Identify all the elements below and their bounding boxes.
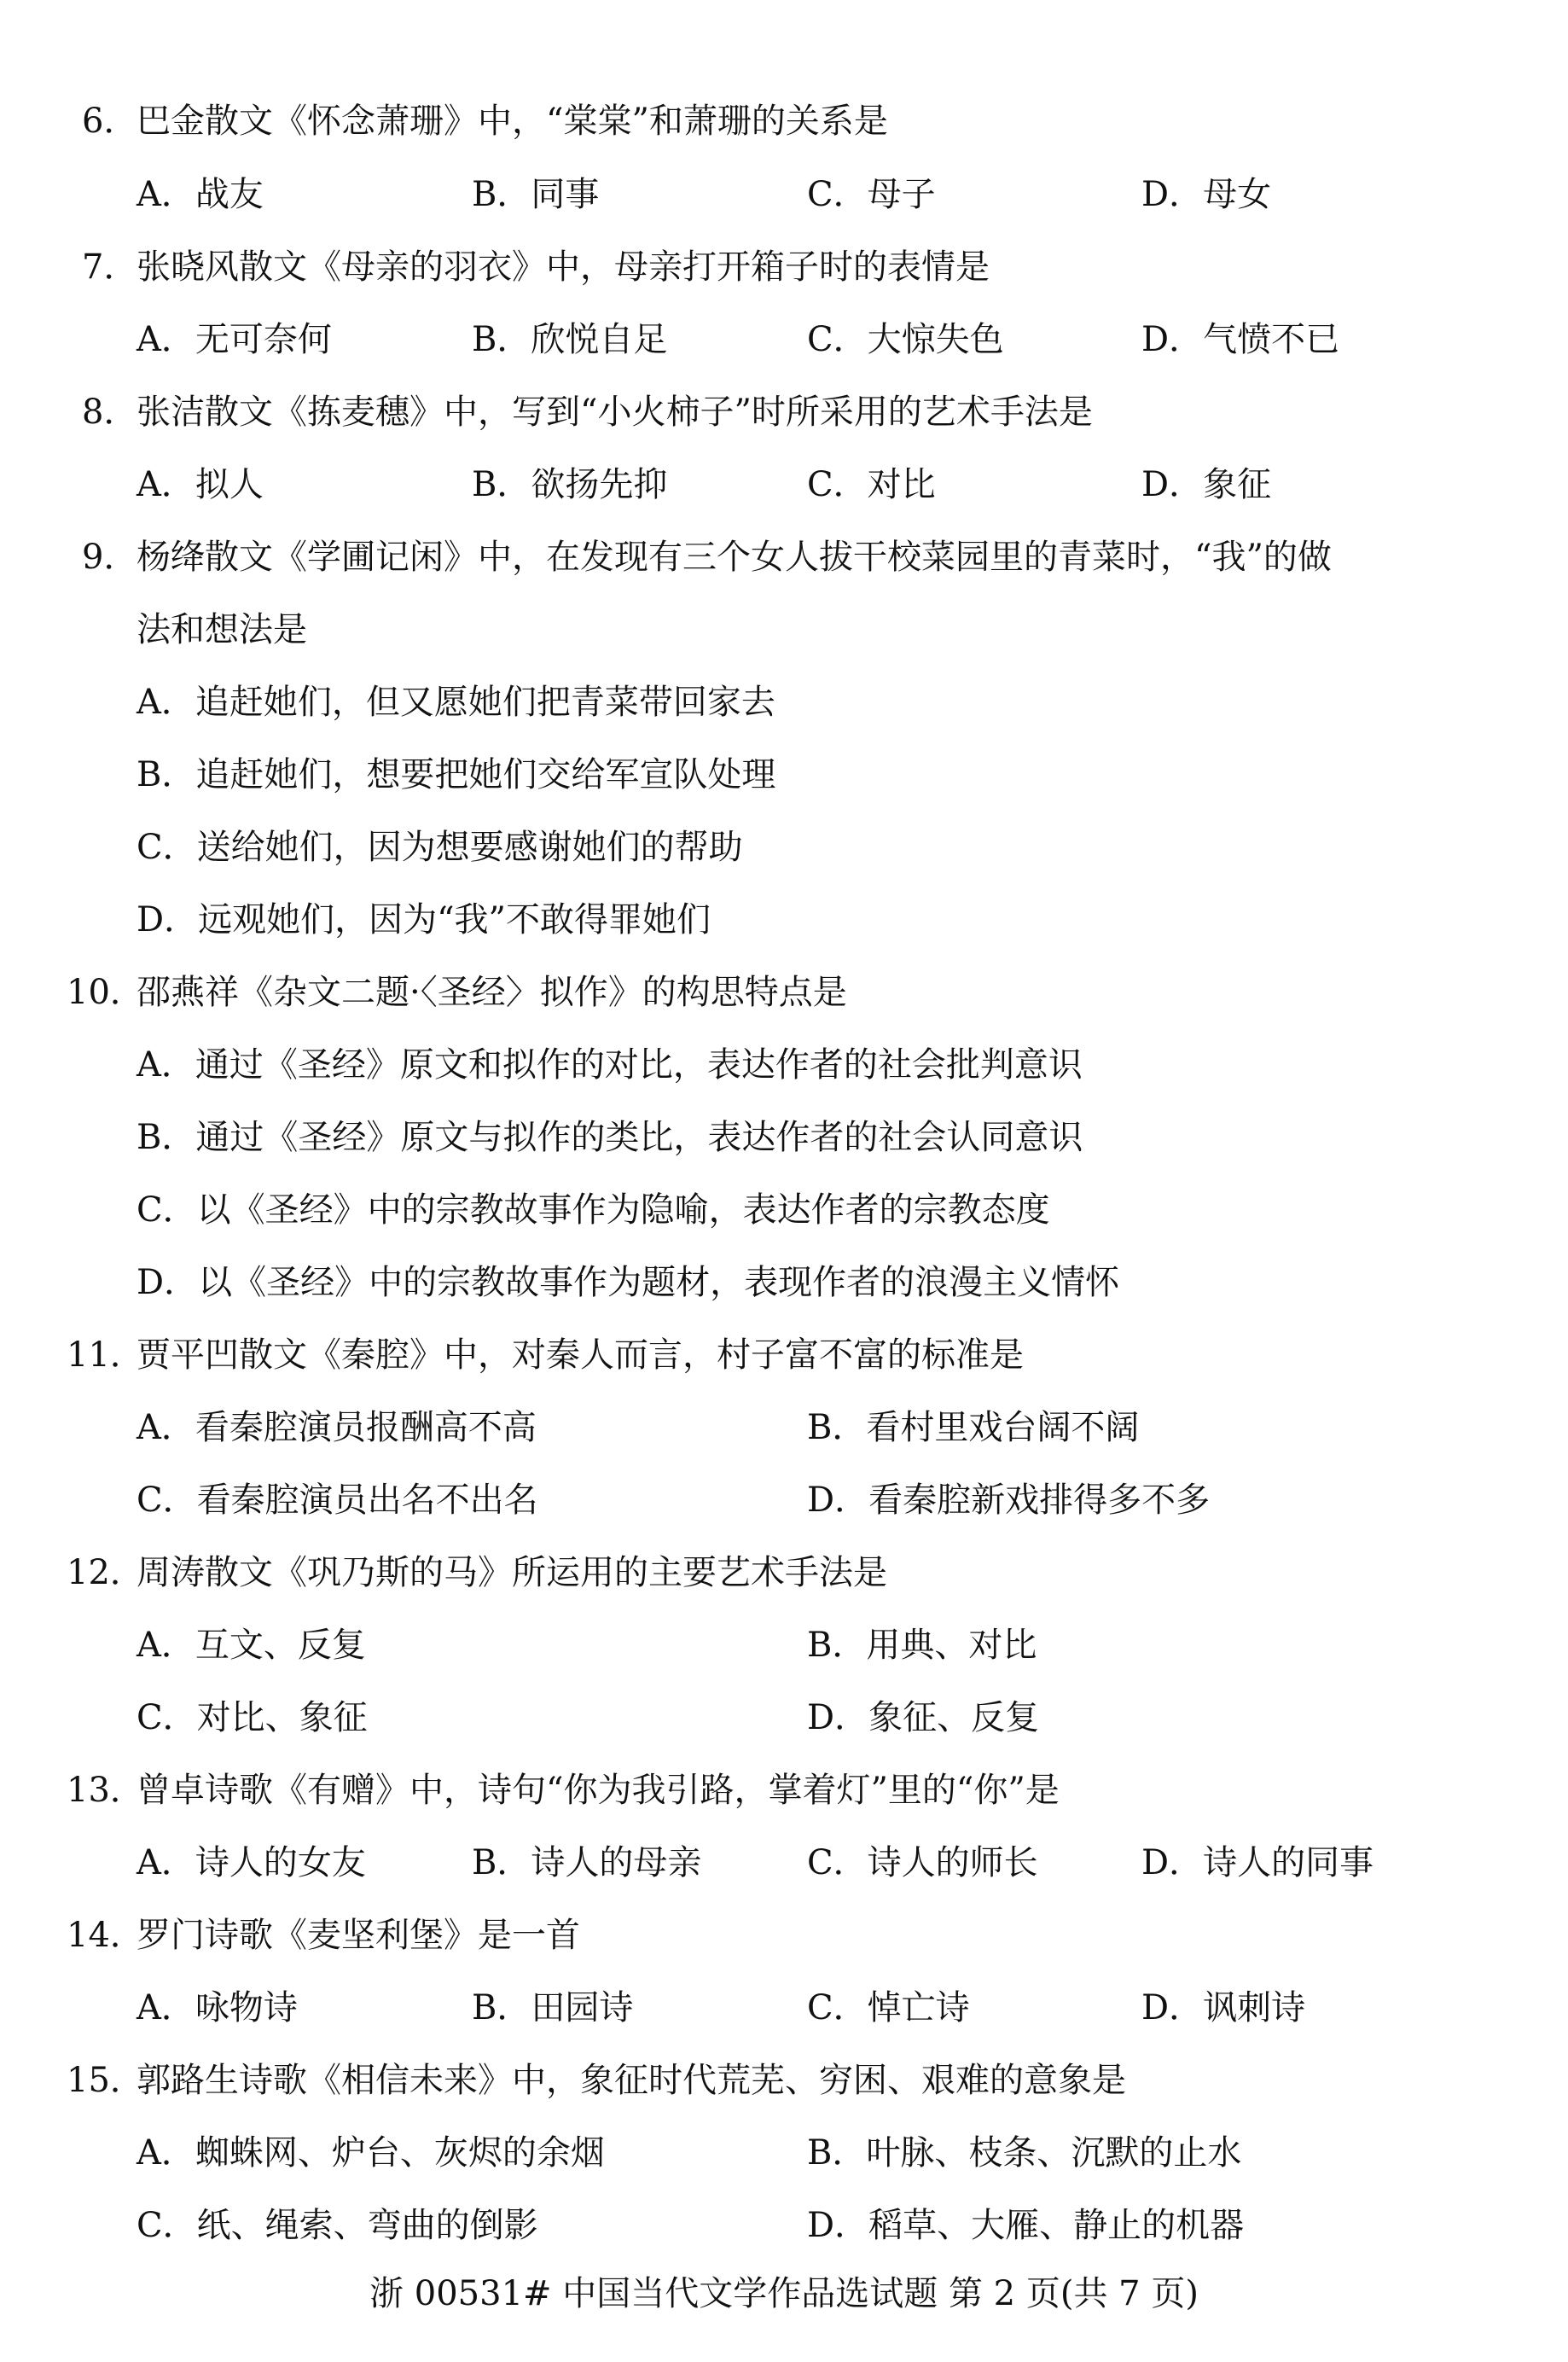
option-b: B．欣悦自足	[472, 320, 668, 359]
question-10-stem	[0, 962, 1568, 1023]
question-14-options	[0, 1977, 1568, 2039]
question-9-option-c	[0, 817, 1568, 878]
question-7-options	[0, 309, 1568, 370]
question-13-stem	[0, 1760, 1568, 1821]
question-12-stem	[0, 1542, 1568, 1603]
question-11-stem	[0, 1324, 1568, 1386]
option-a: A．通过《圣经》原文和拟作的对比，表达作者的社会批判意识	[136, 1045, 1083, 1085]
question-text: 法和想法是	[136, 610, 307, 649]
option-d: D．稻草、大雁、静止的机器	[807, 2206, 1245, 2245]
option-d: D．母女	[1141, 175, 1272, 214]
question-number: 7．	[82, 247, 138, 287]
question-text: 巴金散文《怀念萧珊》中，“棠棠”和萧珊的关系是	[136, 102, 888, 141]
option-d: D．讽刺诗	[1141, 1988, 1306, 2027]
option-c: C．大惊失色	[807, 320, 1004, 359]
question-text: 张晓风散文《母亲的羽衣》中，母亲打开箱子时的表情是	[136, 247, 990, 287]
option-d: D．气愤不已	[1141, 320, 1340, 359]
question-text: 张洁散文《拣麦穗》中，写到“小火柿子”时所采用的艺术手法是	[136, 393, 1093, 432]
question-number: 8．	[82, 393, 138, 432]
question-10-option-c	[0, 1179, 1568, 1241]
question-number: 13．	[67, 1771, 144, 1810]
option-d: D．诗人的同事	[1141, 1843, 1374, 1882]
page-footer: 浙 00531# 中国当代文学作品选试题 第 2 页(共 7 页)	[369, 2274, 1199, 2313]
question-9-stem	[0, 527, 1568, 588]
question-15-options-row1	[0, 2122, 1568, 2184]
question-9-option-d	[0, 889, 1568, 951]
question-6-options	[0, 164, 1568, 225]
question-11-options-row1	[0, 1397, 1568, 1458]
option-d: D．远观她们，因为“我”不敢得罪她们	[136, 900, 711, 940]
option-c: C．看秦腔演员出名不出名	[136, 1481, 538, 1520]
question-8-options	[0, 454, 1568, 515]
question-number: 9．	[82, 538, 138, 577]
question-number: 12．	[67, 1553, 144, 1592]
option-a: A．追赶她们，但又愿她们把青菜带回家去	[136, 683, 775, 722]
option-c: C．纸、绳索、弯曲的倒影	[136, 2206, 538, 2245]
option-b: B．通过《圣经》原文与拟作的类比，表达作者的社会认同意识	[136, 1118, 1083, 1157]
option-d: D．象征	[1141, 465, 1272, 504]
question-10-option-a	[0, 1034, 1568, 1096]
option-b: B．欲扬先抑	[472, 465, 668, 504]
option-b: B．用典、对比	[807, 1626, 1037, 1665]
option-c: C．母子	[807, 175, 936, 214]
option-b: B．叶脉、枝条、沉默的止水	[807, 2133, 1242, 2173]
option-c: C．对比、象征	[136, 1698, 368, 1737]
question-text: 郭路生诗歌《相信未来》中，象征时代荒芜、穷困、艰难的意象是	[136, 2061, 1126, 2100]
option-a: A．拟人	[136, 465, 264, 504]
question-9-option-b	[0, 744, 1568, 806]
question-7-stem	[0, 236, 1568, 298]
option-b: B．看村里戏台阔不阔	[807, 1408, 1140, 1447]
question-14-stem	[0, 1905, 1568, 1966]
option-b: B．田园诗	[472, 1988, 634, 2027]
option-c: C．以《圣经》中的宗教故事作为隐喻，表达作者的宗教态度	[136, 1190, 1050, 1230]
question-12-options-row1	[0, 1614, 1568, 1676]
question-number: 10．	[67, 973, 144, 1012]
option-b: B．追赶她们，想要把她们交给军宣队处理	[136, 755, 776, 794]
question-text: 邵燕祥《杂文二题·〈圣经〉拟作》的构思特点是	[136, 973, 847, 1012]
question-10-option-b	[0, 1107, 1568, 1168]
option-c: C．送给她们，因为想要感谢她们的帮助	[136, 828, 743, 867]
option-d: D．看秦腔新戏排得多不多	[807, 1481, 1211, 1520]
question-15-stem	[0, 2050, 1568, 2111]
question-text: 贾平凹散文《秦腔》中，对秦人而言，村子富不富的标准是	[136, 1335, 1024, 1375]
question-text: 周涛散文《巩乃斯的马》所运用的主要艺术手法是	[136, 1553, 887, 1592]
question-10-option-d	[0, 1252, 1568, 1313]
option-a: A．看秦腔演员报酬高不高	[136, 1408, 537, 1447]
option-d: D．以《圣经》中的宗教故事作为题材，表现作者的浪漫主义情怀	[136, 1263, 1120, 1302]
option-d: D．象征、反复	[807, 1698, 1040, 1737]
question-number: 14．	[67, 1916, 144, 1955]
option-a: A．诗人的女友	[136, 1843, 366, 1882]
option-c: C．悼亡诗	[807, 1988, 970, 2027]
question-8-stem	[0, 381, 1568, 443]
question-15-options-row2	[0, 2195, 1568, 2256]
question-text: 罗门诗歌《麦坚利堡》是一首	[136, 1916, 580, 1955]
question-11-options-row2	[0, 1469, 1568, 1531]
option-b: B．诗人的母亲	[472, 1843, 702, 1882]
option-a: A．互文、反复	[136, 1626, 366, 1665]
question-13-options	[0, 1832, 1568, 1894]
option-a: A．无可奈何	[136, 320, 332, 359]
option-c: C．对比	[807, 465, 936, 504]
option-a: A．战友	[136, 175, 264, 214]
option-b: B．同事	[472, 175, 600, 214]
question-number: 15．	[67, 2061, 144, 2100]
question-text: 杨绛散文《学圃记闲》中，在发现有三个女人拔干校菜园里的青菜时，“我”的做	[136, 538, 1332, 577]
question-12-options-row2	[0, 1687, 1568, 1748]
option-a: A．蜘蛛网、炉台、灰烬的余烟	[136, 2133, 605, 2173]
option-c: C．诗人的师长	[807, 1843, 1038, 1882]
option-a: A．咏物诗	[136, 1988, 298, 2027]
question-9-stem-continued	[0, 599, 1568, 660]
question-number: 6．	[82, 102, 138, 141]
question-6-stem	[0, 90, 1568, 152]
question-number: 11．	[67, 1335, 144, 1375]
question-9-option-a	[0, 672, 1568, 733]
question-text: 曾卓诗歌《有赠》中，诗句“你为我引路，掌着灯”里的“你”是	[136, 1771, 1060, 1810]
